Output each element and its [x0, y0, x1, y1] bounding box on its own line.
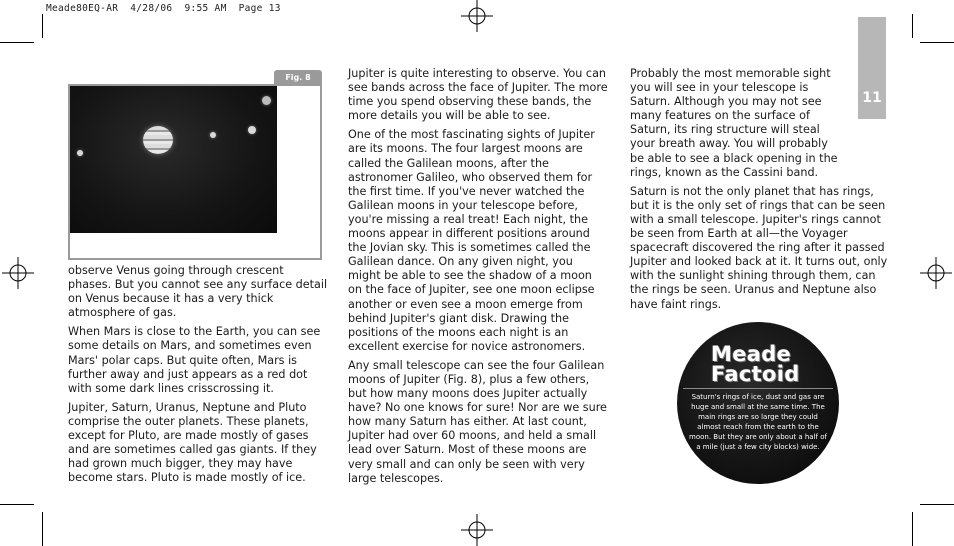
paragraph: Saturn is not the only planet that has rings, but it is the only set of rings that can be seen with a small telescope. Jupiter's rings cannot be seen from Earth at all—the Voyager spacecraft discovered the ring after it passed Jupiter and looked back at it. It turns out, only with the sunlight shining through them, can the rings be seen. Uranus and Neptune also have faint rings.	[630, 184, 888, 311]
jupiter-planet	[143, 126, 173, 154]
paragraph: Any small telescope can see the four Galilean moons of Jupiter (Fig. 8), plus a few others, but how many moons does Jupiter actually have? No one knows for sure! Nor are we sure how many Saturn has either. At last count, Jupiter had over 60 moons, and held a small lead over Saturn. Most of these moons are very small and can only be seen with very large telescopes.	[348, 358, 607, 485]
galilean-moon	[248, 126, 256, 134]
factoid-title-line: Meade	[711, 342, 792, 366]
registration-mark-icon	[920, 257, 952, 289]
crop-mark	[42, 14, 43, 38]
paragraph: Probably the most memorable sight you will see in your telescope is Saturn. Although you may not see many features on the surface of Saturn, its ring structure will steal your breath away. You will probably be able to see a black opening in the rings, known as the Cassini band.	[630, 67, 838, 179]
registration-mark-icon	[2, 257, 34, 289]
paragraph: Jupiter is quite interesting to observe. You can see bands across the face of Jupiter. The more time you spend observing these bands, the more details you will be able to see.	[348, 67, 608, 123]
paragraph: When Mars is close to the Earth, you can see some details on Mars, and sometimes even Mars' polar caps. But quite often, Mars is further away and just appears as a red dot with some dark lines crisscrossing it.	[68, 325, 321, 395]
crop-mark	[920, 504, 954, 505]
crop-mark	[912, 14, 913, 38]
registration-mark-icon	[461, 514, 493, 546]
text-column-right	[630, 67, 892, 317]
print-slug: Meade80EQ-AR 4/28/06 9:55 AM Page 13	[46, 3, 281, 14]
crop-mark	[0, 504, 34, 505]
jupiter-moons-photo	[70, 86, 277, 233]
galilean-moon	[210, 132, 216, 138]
text-column-middle	[348, 67, 608, 491]
factoid-title	[711, 344, 811, 384]
registration-mark-icon	[461, 0, 493, 32]
text-column-left	[68, 264, 328, 490]
figure-label: Fig. 8	[274, 70, 322, 86]
paragraph: observe Venus going through crescent phases. But you cannot see any surface detail on Venus because it has a very thick atmosphere of gas.	[68, 264, 328, 320]
page-number: 11	[862, 90, 882, 106]
meade-factoid-badge	[677, 322, 839, 484]
crop-mark	[0, 42, 34, 43]
factoid-divider	[683, 388, 833, 389]
paragraph: Jupiter, Saturn, Uranus, Neptune and Pluto comprise the outer planets. These planets, except for Pluto, are made mostly of gases and are sometimes called gas giants. If they had grown much bigger, they may have become stars. Pluto is made mostly of ice.	[68, 400, 317, 485]
crop-mark	[42, 512, 43, 546]
factoid-text: Saturn's rings of ice, dust and gas are huge and small at the same time. The main rings are so large they could almost reach from the earth to the moon. But they are only about a half of a mile (just a few city blocks) wide.	[689, 393, 827, 451]
crop-mark	[912, 512, 913, 546]
galilean-moon	[262, 96, 271, 105]
paragraph: One of the most fascinating sights of Jupiter are its moons. The four largest moons are called the Galilean moons, after the astronomer Galileo, who observed them for the first time. If you've never watched the Galilean moons in your telescope before, you're missing a real treat! Each night, the moons appear in different positions around the Jovian sky. This is sometimes called the Galilean dance. On any given night, you might be able to see the shadow of a moon on the face of Jupiter, see one moon eclipse another or even see a moon emerge from behind Jupiter's giant disk. Drawing the positions of the moons each night is an excellent exercise for novice astronomers.	[348, 128, 595, 353]
crop-mark	[920, 42, 954, 43]
galilean-moon	[77, 150, 83, 156]
factoid-title-line: Factoid	[711, 362, 800, 386]
